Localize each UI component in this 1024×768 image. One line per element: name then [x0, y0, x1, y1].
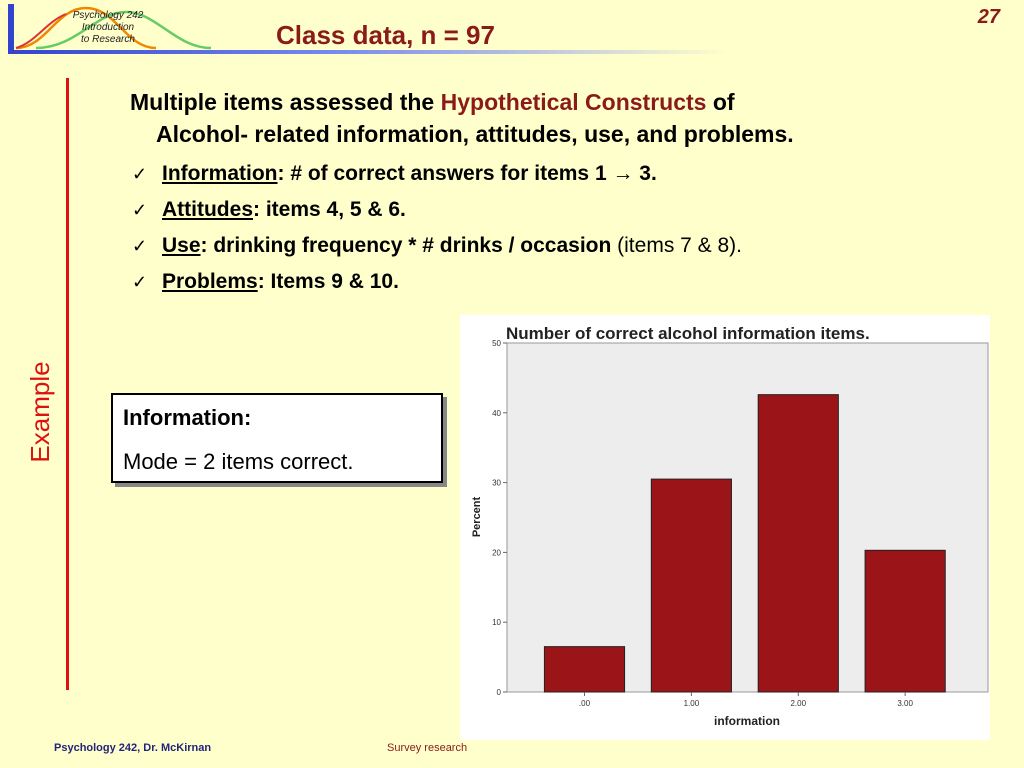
bar-2.00	[758, 395, 838, 692]
footer-author: Psychology 242, Dr. McKirnan	[54, 742, 212, 754]
side-divider	[66, 78, 69, 690]
x-tick-label: 3.00	[897, 699, 913, 708]
y-tick-label: 30	[492, 478, 501, 488]
slide-number: 27	[977, 6, 1000, 28]
bullet-term: Problems	[162, 270, 258, 293]
bullet-item-attitudes: ✓ Attitudes: items 4, 5 & 6.	[132, 198, 406, 221]
footer-topic: Survey research	[387, 742, 468, 754]
x-tick-label: .00	[578, 699, 591, 708]
bullet-item-use: ✓ Use: drinking frequency * # drinks / occasion (items 7 & 8).	[132, 234, 743, 257]
bullet-term: Information	[162, 162, 278, 185]
bar-.00	[544, 647, 624, 692]
y-axis-label: Percent	[471, 496, 483, 538]
y-tick-label: 0	[496, 688, 501, 697]
y-tick-label: 40	[492, 408, 501, 418]
x-tick-label: 1.00	[683, 699, 700, 708]
highlight-text: Hypothetical Constructs	[440, 89, 707, 115]
check-icon: ✓	[132, 236, 148, 256]
info-box-text: Mode = 2 items correct.	[123, 449, 354, 474]
logo-text: Psychology 242 Introduction to Research	[72, 10, 144, 45]
x-axis-label: information	[714, 714, 780, 728]
bullet-list	[130, 162, 970, 294]
x-tick-label: 2.00	[790, 699, 807, 708]
y-tick-label: 50	[492, 339, 501, 348]
y-tick-label: 10	[492, 618, 501, 628]
header-divider	[8, 50, 728, 54]
bullet-term: Use	[162, 234, 201, 257]
slide-title: Class data, n = 97	[276, 20, 495, 50]
check-icon: ✓	[132, 164, 148, 184]
check-icon: ✓	[132, 272, 148, 292]
bar-3.00	[865, 550, 945, 692]
side-label: Example	[25, 361, 55, 463]
slide-body	[130, 86, 970, 294]
info-box-heading: Information:	[123, 405, 252, 430]
chart-svg	[460, 315, 990, 740]
bullet-term: Attitudes	[162, 198, 253, 221]
bullet-item-problems: ✓ Problems: Items 9 & 10.	[132, 270, 399, 293]
bar-chart	[460, 315, 990, 740]
chart-title: Number of correct alcohol information items.	[506, 324, 870, 343]
bar-1.00	[651, 479, 731, 692]
y-tick-label: 20	[492, 548, 501, 558]
course-logo	[6, 2, 216, 52]
check-icon: ✓	[132, 200, 148, 220]
intro-text: Multiple items assessed the Hypothetical Constructs of Alcohol- related information, attitudes, use, and problems.	[130, 89, 794, 147]
info-callout-box	[111, 393, 443, 483]
bullet-item-information: ✓ Information: # of correct answers for items 1 → 3.	[132, 162, 657, 185]
